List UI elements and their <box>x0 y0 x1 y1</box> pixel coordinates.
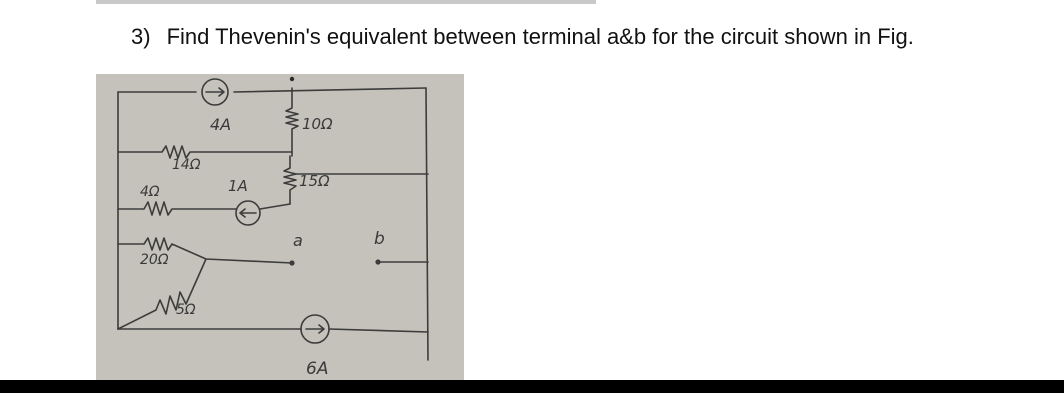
label-r20: 20Ω <box>140 252 169 268</box>
label-source-4a: 4A <box>210 115 232 134</box>
bottom-bar <box>0 380 1064 393</box>
circuit-diagram <box>96 74 464 380</box>
circuit-figure <box>96 74 464 380</box>
label-source-1a: 1A <box>228 177 248 195</box>
question-body: Find Thevenin's equivalent between terminal a&b for the circuit shown in Fig. <box>166 24 914 49</box>
label-r5: 5Ω <box>176 302 196 318</box>
top-divider <box>96 0 596 4</box>
label-source-6a: 6A <box>306 359 329 379</box>
label-r4: 4Ω <box>140 184 160 200</box>
label-terminal-a: a <box>293 231 303 250</box>
label-r15: 15Ω <box>299 172 330 190</box>
terminal-a-dot <box>289 260 294 265</box>
terminal-b-dot <box>375 259 380 264</box>
label-terminal-b: b <box>374 229 385 249</box>
label-r10: 10Ω <box>302 115 333 133</box>
question-text <box>131 24 914 50</box>
question-number: 3) <box>131 24 151 49</box>
label-r14: 14Ω <box>172 157 201 173</box>
